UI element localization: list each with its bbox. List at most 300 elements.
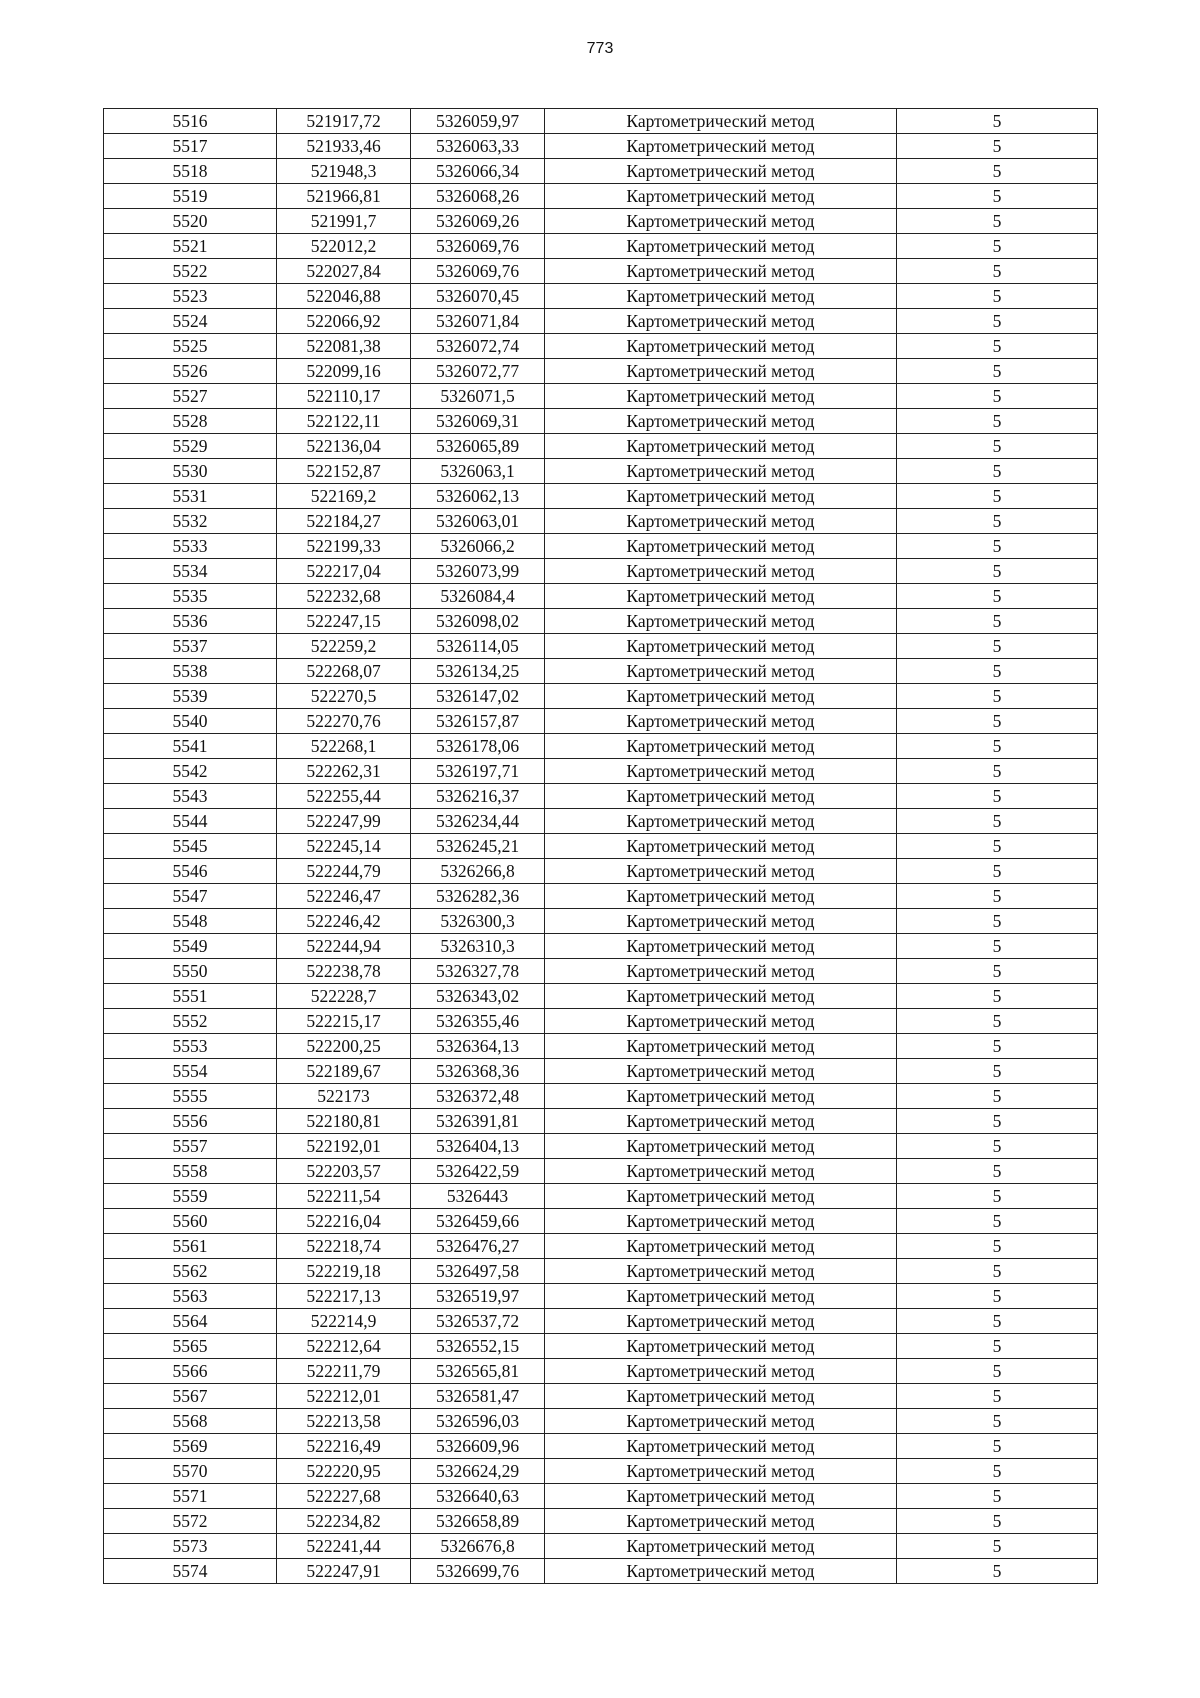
x-coordinate-cell: 521917,72 (277, 109, 411, 134)
method-cell: Картометрический метод (545, 109, 897, 134)
method-cell: Картометрический метод (545, 534, 897, 559)
accuracy-cell: 5 (897, 134, 1098, 159)
y-coordinate-cell: 5326234,44 (411, 809, 545, 834)
point-number-cell: 5551 (104, 984, 277, 1009)
accuracy-cell: 5 (897, 1284, 1098, 1309)
accuracy-cell: 5 (897, 934, 1098, 959)
x-coordinate-cell: 522268,07 (277, 659, 411, 684)
accuracy-cell: 5 (897, 734, 1098, 759)
method-cell: Картометрический метод (545, 459, 897, 484)
y-coordinate-cell: 5326084,4 (411, 584, 545, 609)
accuracy-cell: 5 (897, 609, 1098, 634)
table-row (104, 484, 1098, 509)
y-coordinate-cell: 5326069,26 (411, 209, 545, 234)
table-row (104, 434, 1098, 459)
table-row (104, 209, 1098, 234)
method-cell: Картометрический метод (545, 434, 897, 459)
table-row (104, 934, 1098, 959)
table-row (104, 109, 1098, 134)
x-coordinate-cell: 522212,64 (277, 1334, 411, 1359)
method-cell: Картометрический метод (545, 334, 897, 359)
y-coordinate-cell: 5326640,63 (411, 1484, 545, 1509)
table-row (104, 1334, 1098, 1359)
accuracy-cell: 5 (897, 359, 1098, 384)
y-coordinate-cell: 5326068,26 (411, 184, 545, 209)
x-coordinate-cell: 522214,9 (277, 1309, 411, 1334)
method-cell: Картометрический метод (545, 784, 897, 809)
y-coordinate-cell: 5326073,99 (411, 559, 545, 584)
y-coordinate-cell: 5326072,74 (411, 334, 545, 359)
accuracy-cell: 5 (897, 1209, 1098, 1234)
y-coordinate-cell: 5326069,76 (411, 259, 545, 284)
method-cell: Картометрический метод (545, 959, 897, 984)
point-number-cell: 5553 (104, 1034, 277, 1059)
point-number-cell: 5548 (104, 909, 277, 934)
y-coordinate-cell: 5326422,59 (411, 1159, 545, 1184)
table-row (104, 334, 1098, 359)
table-row (104, 709, 1098, 734)
accuracy-cell: 5 (897, 284, 1098, 309)
table-row (104, 884, 1098, 909)
table-row (104, 984, 1098, 1009)
y-coordinate-cell: 5326355,46 (411, 1009, 545, 1034)
table-row (104, 1459, 1098, 1484)
accuracy-cell: 5 (897, 1059, 1098, 1084)
x-coordinate-cell: 521966,81 (277, 184, 411, 209)
method-cell: Картометрический метод (545, 1534, 897, 1559)
x-coordinate-cell: 522184,27 (277, 509, 411, 534)
point-number-cell: 5532 (104, 509, 277, 534)
point-number-cell: 5529 (104, 434, 277, 459)
method-cell: Картометрический метод (545, 1409, 897, 1434)
point-number-cell: 5567 (104, 1384, 277, 1409)
y-coordinate-cell: 5326245,21 (411, 834, 545, 859)
x-coordinate-cell: 522027,84 (277, 259, 411, 284)
method-cell: Картометрический метод (545, 359, 897, 384)
point-number-cell: 5547 (104, 884, 277, 909)
point-number-cell: 5530 (104, 459, 277, 484)
table-row (104, 1359, 1098, 1384)
table-row (104, 1534, 1098, 1559)
x-coordinate-cell: 522216,49 (277, 1434, 411, 1459)
point-number-cell: 5518 (104, 159, 277, 184)
point-number-cell: 5522 (104, 259, 277, 284)
y-coordinate-cell: 5326459,66 (411, 1209, 545, 1234)
accuracy-cell: 5 (897, 1334, 1098, 1359)
method-cell: Картометрический метод (545, 1459, 897, 1484)
table-row (104, 409, 1098, 434)
x-coordinate-cell: 522173 (277, 1084, 411, 1109)
method-cell: Картометрический метод (545, 1334, 897, 1359)
y-coordinate-cell: 5326364,13 (411, 1034, 545, 1059)
table-row (104, 1034, 1098, 1059)
accuracy-cell: 5 (897, 159, 1098, 184)
point-number-cell: 5523 (104, 284, 277, 309)
method-cell: Картометрический метод (545, 1009, 897, 1034)
x-coordinate-cell: 522081,38 (277, 334, 411, 359)
method-cell: Картометрический метод (545, 1284, 897, 1309)
accuracy-cell: 5 (897, 1134, 1098, 1159)
accuracy-cell: 5 (897, 784, 1098, 809)
point-number-cell: 5573 (104, 1534, 277, 1559)
x-coordinate-cell: 522234,82 (277, 1509, 411, 1534)
accuracy-cell: 5 (897, 1559, 1098, 1584)
x-coordinate-cell: 522199,33 (277, 534, 411, 559)
accuracy-cell: 5 (897, 334, 1098, 359)
table-row (104, 1134, 1098, 1159)
point-number-cell: 5544 (104, 809, 277, 834)
x-coordinate-cell: 522213,58 (277, 1409, 411, 1434)
point-number-cell: 5521 (104, 234, 277, 259)
accuracy-cell: 5 (897, 1409, 1098, 1434)
x-coordinate-cell: 522203,57 (277, 1159, 411, 1184)
y-coordinate-cell: 5326565,81 (411, 1359, 545, 1384)
point-number-cell: 5552 (104, 1009, 277, 1034)
x-coordinate-cell: 522220,95 (277, 1459, 411, 1484)
point-number-cell: 5517 (104, 134, 277, 159)
x-coordinate-cell: 522245,14 (277, 834, 411, 859)
table-row (104, 284, 1098, 309)
accuracy-cell: 5 (897, 959, 1098, 984)
x-coordinate-cell: 522259,2 (277, 634, 411, 659)
accuracy-cell: 5 (897, 209, 1098, 234)
x-coordinate-cell: 522241,44 (277, 1534, 411, 1559)
x-coordinate-cell: 522215,17 (277, 1009, 411, 1034)
x-coordinate-cell: 522244,79 (277, 859, 411, 884)
accuracy-cell: 5 (897, 484, 1098, 509)
method-cell: Картометрический метод (545, 684, 897, 709)
table-row (104, 184, 1098, 209)
accuracy-cell: 5 (897, 509, 1098, 534)
method-cell: Картометрический метод (545, 1259, 897, 1284)
point-number-cell: 5542 (104, 759, 277, 784)
y-coordinate-cell: 5326063,33 (411, 134, 545, 159)
point-number-cell: 5545 (104, 834, 277, 859)
point-number-cell: 5540 (104, 709, 277, 734)
x-coordinate-cell: 522192,01 (277, 1134, 411, 1159)
point-number-cell: 5538 (104, 659, 277, 684)
point-number-cell: 5541 (104, 734, 277, 759)
method-cell: Картометрический метод (545, 509, 897, 534)
y-coordinate-cell: 5326476,27 (411, 1234, 545, 1259)
accuracy-cell: 5 (897, 234, 1098, 259)
method-cell: Картометрический метод (545, 234, 897, 259)
method-cell: Картометрический метод (545, 284, 897, 309)
method-cell: Картометрический метод (545, 209, 897, 234)
method-cell: Картометрический метод (545, 1034, 897, 1059)
table-row (104, 909, 1098, 934)
x-coordinate-cell: 522122,11 (277, 409, 411, 434)
table-row (104, 1434, 1098, 1459)
method-cell: Картометрический метод (545, 1484, 897, 1509)
x-coordinate-cell: 522217,04 (277, 559, 411, 584)
y-coordinate-cell: 5326443 (411, 1184, 545, 1209)
table-row (104, 1284, 1098, 1309)
method-cell: Картометрический метод (545, 584, 897, 609)
method-cell: Картометрический метод (545, 159, 897, 184)
x-coordinate-cell: 521948,3 (277, 159, 411, 184)
y-coordinate-cell: 5326699,76 (411, 1559, 545, 1584)
coordinates-table (103, 108, 1098, 1584)
method-cell: Картометрический метод (545, 884, 897, 909)
table-row (104, 584, 1098, 609)
method-cell: Картометрический метод (545, 859, 897, 884)
page-number: 773 (586, 40, 614, 57)
point-number-cell: 5524 (104, 309, 277, 334)
accuracy-cell: 5 (897, 109, 1098, 134)
table-row (104, 1009, 1098, 1034)
method-cell: Картометрический метод (545, 409, 897, 434)
x-coordinate-cell: 522217,13 (277, 1284, 411, 1309)
table-row (104, 734, 1098, 759)
table-row (104, 634, 1098, 659)
method-cell: Картометрический метод (545, 1359, 897, 1384)
x-coordinate-cell: 522247,91 (277, 1559, 411, 1584)
table-row (104, 1084, 1098, 1109)
method-cell: Картометрический метод (545, 1209, 897, 1234)
point-number-cell: 5554 (104, 1059, 277, 1084)
point-number-cell: 5533 (104, 534, 277, 559)
table-row (104, 234, 1098, 259)
accuracy-cell: 5 (897, 984, 1098, 1009)
x-coordinate-cell: 522169,2 (277, 484, 411, 509)
accuracy-cell: 5 (897, 1184, 1098, 1209)
y-coordinate-cell: 5326178,06 (411, 734, 545, 759)
y-coordinate-cell: 5326676,8 (411, 1534, 545, 1559)
x-coordinate-cell: 522066,92 (277, 309, 411, 334)
accuracy-cell: 5 (897, 309, 1098, 334)
y-coordinate-cell: 5326157,87 (411, 709, 545, 734)
table-row (104, 809, 1098, 834)
x-coordinate-cell: 522218,74 (277, 1234, 411, 1259)
method-cell: Картометрический метод (545, 934, 897, 959)
method-cell: Картометрический метод (545, 1434, 897, 1459)
method-cell: Картометрический метод (545, 484, 897, 509)
point-number-cell: 5558 (104, 1159, 277, 1184)
y-coordinate-cell: 5326062,13 (411, 484, 545, 509)
x-coordinate-cell: 522270,76 (277, 709, 411, 734)
accuracy-cell: 5 (897, 759, 1098, 784)
method-cell: Картометрический метод (545, 134, 897, 159)
method-cell: Картометрический метод (545, 809, 897, 834)
accuracy-cell: 5 (897, 809, 1098, 834)
y-coordinate-cell: 5326552,15 (411, 1334, 545, 1359)
method-cell: Картометрический метод (545, 559, 897, 584)
accuracy-cell: 5 (897, 1259, 1098, 1284)
x-coordinate-cell: 522238,78 (277, 959, 411, 984)
accuracy-cell: 5 (897, 259, 1098, 284)
method-cell: Картометрический метод (545, 709, 897, 734)
accuracy-cell: 5 (897, 659, 1098, 684)
y-coordinate-cell: 5326216,37 (411, 784, 545, 809)
y-coordinate-cell: 5326372,48 (411, 1084, 545, 1109)
y-coordinate-cell: 5326065,89 (411, 434, 545, 459)
accuracy-cell: 5 (897, 1534, 1098, 1559)
method-cell: Картометрический метод (545, 259, 897, 284)
x-coordinate-cell: 522211,79 (277, 1359, 411, 1384)
accuracy-cell: 5 (897, 884, 1098, 909)
table-row (104, 1209, 1098, 1234)
x-coordinate-cell: 522046,88 (277, 284, 411, 309)
accuracy-cell: 5 (897, 1034, 1098, 1059)
x-coordinate-cell: 522219,18 (277, 1259, 411, 1284)
method-cell: Картометрический метод (545, 1309, 897, 1334)
table-row (104, 684, 1098, 709)
y-coordinate-cell: 5326537,72 (411, 1309, 545, 1334)
x-coordinate-cell: 522189,67 (277, 1059, 411, 1084)
point-number-cell: 5546 (104, 859, 277, 884)
table-row (104, 659, 1098, 684)
y-coordinate-cell: 5326343,02 (411, 984, 545, 1009)
point-number-cell: 5535 (104, 584, 277, 609)
x-coordinate-cell: 522211,54 (277, 1184, 411, 1209)
accuracy-cell: 5 (897, 1384, 1098, 1409)
point-number-cell: 5568 (104, 1409, 277, 1434)
point-number-cell: 5570 (104, 1459, 277, 1484)
point-number-cell: 5536 (104, 609, 277, 634)
table-row (104, 134, 1098, 159)
x-coordinate-cell: 522136,04 (277, 434, 411, 459)
point-number-cell: 5549 (104, 934, 277, 959)
method-cell: Картометрический метод (545, 384, 897, 409)
point-number-cell: 5564 (104, 1309, 277, 1334)
y-coordinate-cell: 5326391,81 (411, 1109, 545, 1134)
y-coordinate-cell: 5326658,89 (411, 1509, 545, 1534)
accuracy-cell: 5 (897, 1509, 1098, 1534)
table-body (104, 109, 1098, 1584)
accuracy-cell: 5 (897, 534, 1098, 559)
point-number-cell: 5569 (104, 1434, 277, 1459)
point-number-cell: 5560 (104, 1209, 277, 1234)
x-coordinate-cell: 522099,16 (277, 359, 411, 384)
accuracy-cell: 5 (897, 1234, 1098, 1259)
method-cell: Картометрический метод (545, 184, 897, 209)
table-row (104, 959, 1098, 984)
method-cell: Картометрический метод (545, 1559, 897, 1584)
x-coordinate-cell: 521933,46 (277, 134, 411, 159)
method-cell: Картометрический метод (545, 1184, 897, 1209)
table-row (104, 1234, 1098, 1259)
x-coordinate-cell: 522232,68 (277, 584, 411, 609)
x-coordinate-cell: 522216,04 (277, 1209, 411, 1234)
y-coordinate-cell: 5326581,47 (411, 1384, 545, 1409)
method-cell: Картометрический метод (545, 1234, 897, 1259)
point-number-cell: 5520 (104, 209, 277, 234)
x-coordinate-cell: 522180,81 (277, 1109, 411, 1134)
table-row (104, 1309, 1098, 1334)
table-row (104, 859, 1098, 884)
accuracy-cell: 5 (897, 559, 1098, 584)
table-row (104, 559, 1098, 584)
point-number-cell: 5526 (104, 359, 277, 384)
table-row (104, 1059, 1098, 1084)
y-coordinate-cell: 5326609,96 (411, 1434, 545, 1459)
table-row (104, 1184, 1098, 1209)
table-row (104, 1484, 1098, 1509)
table-row (104, 1159, 1098, 1184)
y-coordinate-cell: 5326300,3 (411, 909, 545, 934)
x-coordinate-cell: 522228,7 (277, 984, 411, 1009)
method-cell: Картометрический метод (545, 1134, 897, 1159)
point-number-cell: 5563 (104, 1284, 277, 1309)
method-cell: Картометрический метод (545, 1084, 897, 1109)
accuracy-cell: 5 (897, 434, 1098, 459)
point-number-cell: 5531 (104, 484, 277, 509)
accuracy-cell: 5 (897, 1434, 1098, 1459)
method-cell: Картометрический метод (545, 834, 897, 859)
accuracy-cell: 5 (897, 1459, 1098, 1484)
table-row (104, 834, 1098, 859)
table-row (104, 1109, 1098, 1134)
point-number-cell: 5527 (104, 384, 277, 409)
accuracy-cell: 5 (897, 634, 1098, 659)
x-coordinate-cell: 522247,15 (277, 609, 411, 634)
table-row (104, 1259, 1098, 1284)
x-coordinate-cell: 522270,5 (277, 684, 411, 709)
y-coordinate-cell: 5326624,29 (411, 1459, 545, 1484)
y-coordinate-cell: 5326069,31 (411, 409, 545, 434)
method-cell: Картометрический метод (545, 1109, 897, 1134)
x-coordinate-cell: 522012,2 (277, 234, 411, 259)
x-coordinate-cell: 522110,17 (277, 384, 411, 409)
table-row (104, 309, 1098, 334)
y-coordinate-cell: 5326063,01 (411, 509, 545, 534)
y-coordinate-cell: 5326098,02 (411, 609, 545, 634)
x-coordinate-cell: 522255,44 (277, 784, 411, 809)
point-number-cell: 5557 (104, 1134, 277, 1159)
table-row (104, 384, 1098, 409)
y-coordinate-cell: 5326497,58 (411, 1259, 545, 1284)
y-coordinate-cell: 5326134,25 (411, 659, 545, 684)
accuracy-cell: 5 (897, 684, 1098, 709)
y-coordinate-cell: 5326071,84 (411, 309, 545, 334)
table-row (104, 359, 1098, 384)
x-coordinate-cell: 521991,7 (277, 209, 411, 234)
y-coordinate-cell: 5326114,05 (411, 634, 545, 659)
method-cell: Картометрический метод (545, 609, 897, 634)
table-row (104, 509, 1098, 534)
table-row (104, 259, 1098, 284)
point-number-cell: 5516 (104, 109, 277, 134)
point-number-cell: 5572 (104, 1509, 277, 1534)
y-coordinate-cell: 5326147,02 (411, 684, 545, 709)
table-row (104, 759, 1098, 784)
method-cell: Картометрический метод (545, 659, 897, 684)
table-row (104, 1559, 1098, 1584)
x-coordinate-cell: 522262,31 (277, 759, 411, 784)
x-coordinate-cell: 522227,68 (277, 1484, 411, 1509)
table-row (104, 159, 1098, 184)
x-coordinate-cell: 522152,87 (277, 459, 411, 484)
y-coordinate-cell: 5326368,36 (411, 1059, 545, 1084)
accuracy-cell: 5 (897, 859, 1098, 884)
x-coordinate-cell: 522212,01 (277, 1384, 411, 1409)
accuracy-cell: 5 (897, 909, 1098, 934)
point-number-cell: 5537 (104, 634, 277, 659)
accuracy-cell: 5 (897, 459, 1098, 484)
accuracy-cell: 5 (897, 584, 1098, 609)
y-coordinate-cell: 5326266,8 (411, 859, 545, 884)
method-cell: Картометрический метод (545, 309, 897, 334)
point-number-cell: 5562 (104, 1259, 277, 1284)
accuracy-cell: 5 (897, 409, 1098, 434)
point-number-cell: 5519 (104, 184, 277, 209)
table-row (104, 1384, 1098, 1409)
point-number-cell: 5565 (104, 1334, 277, 1359)
x-coordinate-cell: 522244,94 (277, 934, 411, 959)
point-number-cell: 5534 (104, 559, 277, 584)
table-row (104, 534, 1098, 559)
